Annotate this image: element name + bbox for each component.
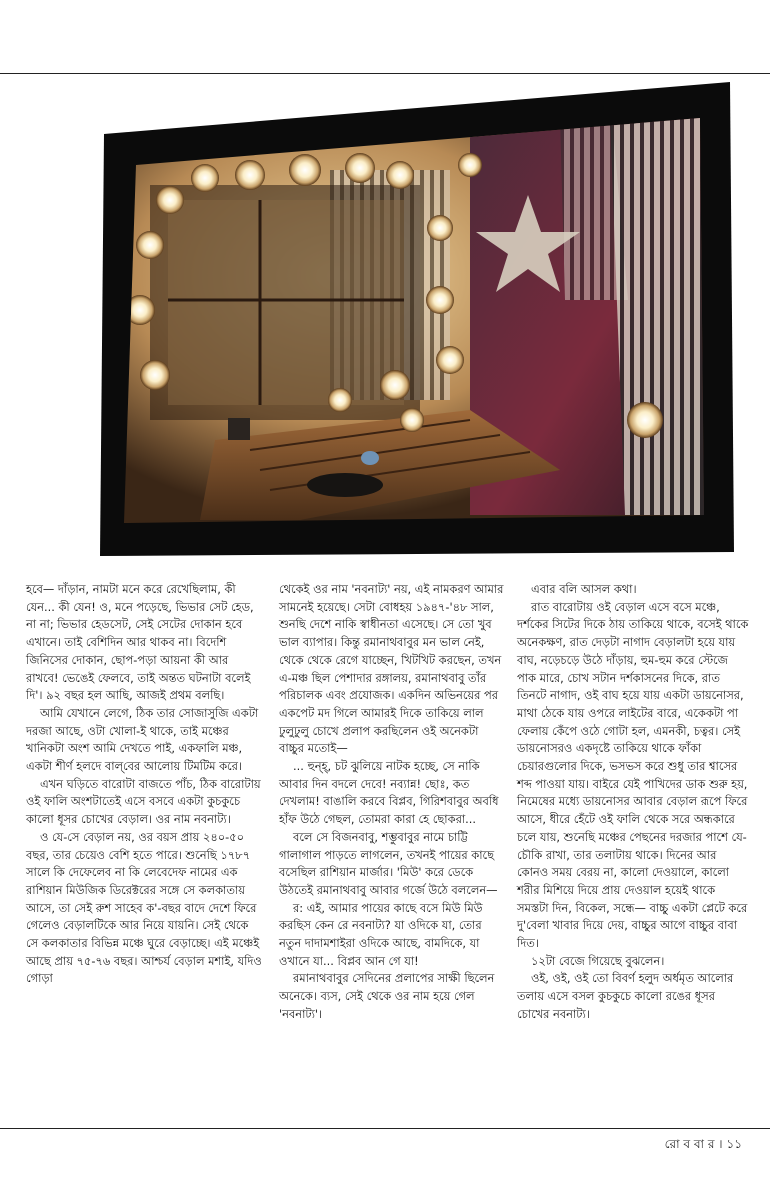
- paragraph: ১২টা বেজে গিয়েছে বুঝলেন।: [531, 953, 665, 968]
- magazine-name: রো ব বা র: [664, 1137, 715, 1151]
- paragraph: এখন ঘড়িতে বারোটা বাজতে পাঁচ, ঠিক বারোটায় ওই ফালি অংশটাতেই এসে বসবে একটা কুচকুচে কালো ধূসর চোখের বেড়াল। ওর নাম নবনাট্য।: [26, 776, 261, 827]
- paragraph: থেকেই ওর নাম 'নবনাট্য' নয়, এই নামকরণ আমার সামনেই হয়েছে। সেটা বোধহয় ১৯৪৭-'৪৮ সাল, শুনছি দেশে নাকি স্বাধীনতা এসেছে। সে তো খুব ভাল ব্যাপার। কিন্তু রমানাথবাবুর মন ভাল নেই, থেকে থেকে রেগে যাচ্ছেন, খিটখিট করছেন, তখন এ-মঞ্চ ছিল পেশাদার রঙ্গালয়, রমানাথবাবু তাঁর পরিচালক এবং প্রযোজক। একদিন অভিনয়ের পর একপেট মদ গিলে আমারই দিকে তাকিয়ে লাল ঢুলুঢুলু চোখে প্রলাপ করছিলেন ওই অনেকটা বাচ্চুর মতোই—: [279, 582, 504, 756]
- paragraph: আমি যেখানে লেগে, ঠিক তার সোজাসুজি একটা দরজা আছে, ওটা খোলা-ই থাকে, তাই মঞ্চের খানিকটা অংশ আমি দেখতে পাই, একফালি মঞ্চ, একটা শীর্ণ হলদে বাল্‌বের আলোয় টিমটিম করে।: [26, 705, 259, 774]
- paragraph: এবার বলি আসল কথা।: [531, 582, 637, 596]
- photo-scene: [100, 100, 720, 540]
- photo: [0, 0, 770, 560]
- article-column-3: [517, 581, 749, 1024]
- paragraph: ও যে-সে বেড়াল নয়, ওর বয়স প্রায় ২৪০-৫০ বছর, তার চেয়েও বেশি হতে পারে। শুনেছি ১৭৮৭ সালে কি দেফেলেব না কি লেবেদেফ নামের এক রাশিয়ান মিউজিক ডিরেক্টরের সঙ্গে সে কলকাতায় আসে, তা সেই রুশ সাহেব ক'-বছর বাদে দেশে ফিরে গেলেও বেড়ালটিকে আর নিয়ে যায়নি। সেই থেকে সে কলকাতার বিভিন্ন মঞ্চে ঘুরে বেড়াচ্ছে। এই মঞ্চেই আছে প্রায় ৭৫-৭৬ বছর। আশ্চর্য বেড়াল মশাই, যদিও গোড়া: [26, 829, 262, 986]
- paragraph: রাত বারোটায় ওই বেড়াল এসে বসে মঞ্চে, দর্শকের সিটের দিকে ঠায় তাকিয়ে থাকে, বসেই থাকে অনেকক্ষণ, রাত দেড়টা নাগাদ বেড়ালটা হয়ে যায় বাঘ, নড়েচড়ে উঠে দাঁড়ায়, হুম-হুম করে স্টেজে পাক মারে, চোখ সটান দর্শকাসনের দিকে, রাত তিনটে নাগাদ, ওই বাঘ হয়ে যায় একটা ডায়নোসর, মাথা ঠেকে যায় ওপরে লাইটের বারে, একেকটা পা ফেলায় কেঁপে ওঠে গোটা হল, এমনকী, চত্বর। সেই ডায়নোসরও একদৃষ্টে তাকিয়ে থাকে ফাঁকা চেয়ারগুলোর দিকে, ভসভস করে শুধু তার শ্বাসের শব্দ পাওয়া যায়। বাইরে যেই পাখিদের ডাক শুরু হয়, নিমেষের মধ্যে ডায়নোসর আবার বেড়াল রূপে ফিরে আসে, ধীরে হেঁটে ওই ফালি থেকে সরে অন্ধকারে চলে যায়, শুনেছি মঞ্চের পেছনের দরজার পাশে যে-চৌকি রাখা, তার তলাটায় থাকে। দিনের আর কোনও সময় বেরয় না, কালো দেওয়ালে, কালো শরীর মিশিয়ে দিয়ে প্রায় দেওয়াল হয়েই থাকে সমস্তটা দিন, বিকেল, সন্ধে— বাচ্চু একটা প্লেটে করে দু'বেলা খাবার দিয়ে দেয়, বাচ্চুর আগে বাচ্চুর বাবা দিত।: [517, 599, 749, 951]
- paragraph: র: এই, আমার পায়ের কাছে বসে মিউ মিউ করছিস কেন রে নবনাট্য? যা ওদিকে যা, তোর নতুন দাদামশাইরা ওদিকে আছে, বামদিকে, যা ওখানে যা... বিপ্লব আন গে যা!: [279, 900, 483, 968]
- paragraph: হবে— দাঁড়ান, নামটা মনে করে রেখেছিলাম, কী যেন... কী যেন! ও, মনে পড়েছে, ভিভার সেট হেড, না না; ভিভার হেডসেট, সেই সেটের দোকান হবে এখানে। তাই বেশিদিন আর থাকব না। বিদেশি জিনিসের দোকান, ছোপ-পড়া আয়না কী আর রাখবে! ভেঙেই ফেলবে, তাই অন্তত ঘটনাটা বলেই দি'। ৯২ বছর হল আছি, আজই প্রথম বলছি।: [26, 582, 254, 703]
- footer-separator: ।: [718, 1137, 723, 1151]
- article-column-1: [26, 581, 264, 988]
- page-number: ১১: [726, 1137, 742, 1151]
- bottom-rule: [0, 1128, 770, 1129]
- paragraph: ... হুন্‌হ্‌, চট ঝুলিয়ে নাটক হচ্ছে, সে নাকি আবার দিন বদলে দেবে! নব্যান্ন! ছোঃ, কত দেখলাম! বাঙালি করবে বিপ্লব, গিরিশবাবুর অবধি হাঁফ উঠে গেছল, তোমরা কারা হে ছোকরা...: [279, 759, 499, 827]
- page-footer: [665, 1136, 742, 1156]
- paragraph: বলে সে বিজনবাবু, শম্ভুবাবুর নামে চাট্টি গালাগাল পাড়তে লাগলেন, তখনই পায়ের কাছে বসেছিল রাশিয়ান মার্জার। 'মিউ' করে ডেকে উঠতেই রমানাথবাবু আবার গর্জে উঠে বললেন—: [279, 829, 498, 897]
- paragraph: ওই, ওই, ওই তো বিবর্ণ হলুদ অর্ধমৃত আলোর তলায় এসে বসল কুচকুচে কালো রঙের ধূসর চোখের নবনাট্য।: [517, 971, 734, 1021]
- paragraph: রমানাথবাবুর সেদিনের প্রলাপের সাক্ষী ছিলেন অনেকে। ব্যস, সেই থেকে ওর নাম হয়ে গেল 'নবনাট্য'।: [279, 971, 495, 1021]
- article-column-2: [279, 581, 507, 1024]
